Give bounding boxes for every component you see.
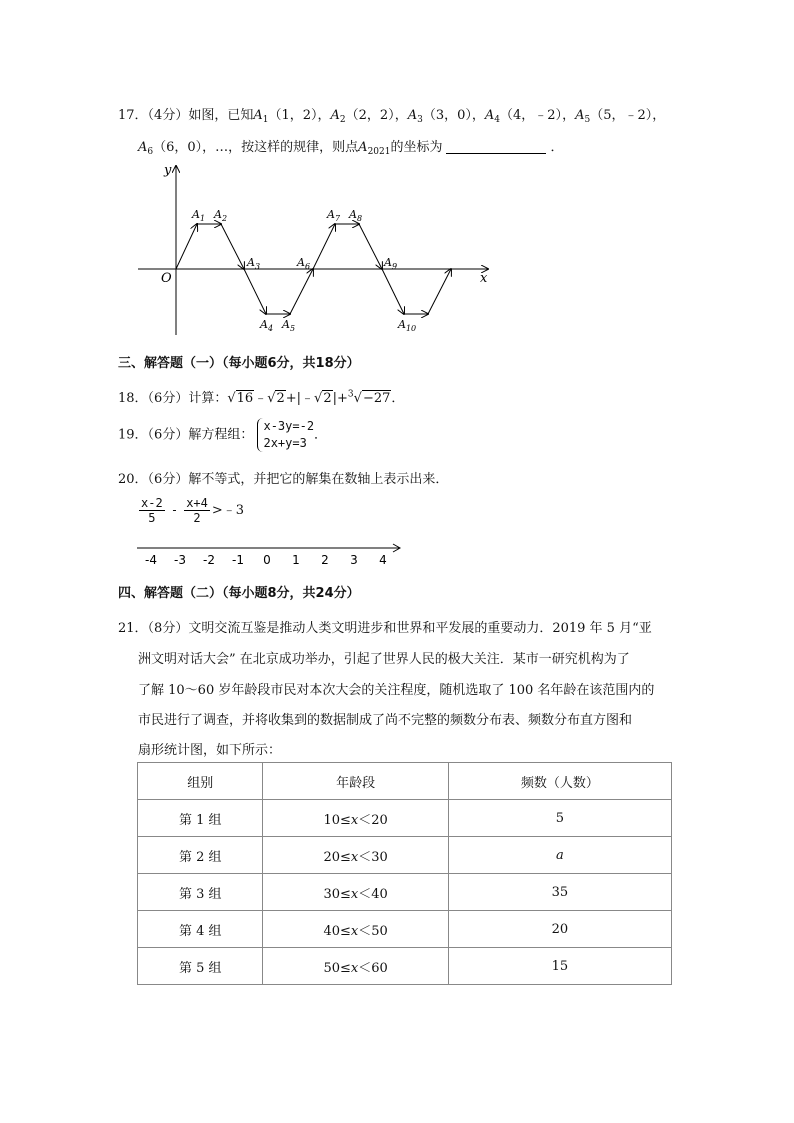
tick-label: -3 bbox=[174, 553, 186, 567]
text: A bbox=[575, 108, 585, 123]
text: （5，﹣2） bbox=[590, 108, 653, 123]
text: A bbox=[138, 140, 148, 155]
text: x+4 bbox=[186, 496, 208, 510]
tick-label: 2 bbox=[321, 553, 329, 567]
text: A bbox=[247, 256, 255, 269]
text: 2 bbox=[221, 214, 228, 223]
text: ＜50 bbox=[358, 923, 388, 939]
y-axis-label: y bbox=[164, 163, 172, 178]
text: 10 bbox=[405, 324, 417, 333]
tick-label: -2 bbox=[203, 553, 215, 567]
q19 bbox=[118, 418, 327, 452]
text: 20 bbox=[448, 911, 671, 948]
label-a6 bbox=[296, 256, 310, 271]
tick-label: 1 bbox=[292, 553, 300, 567]
text: ． bbox=[391, 391, 405, 406]
text: x-2 bbox=[141, 496, 163, 510]
x-axis-label: x bbox=[480, 271, 488, 286]
text: ﹣ bbox=[254, 391, 268, 406]
text: x-3y=-2 bbox=[263, 419, 315, 433]
text: 50≤ bbox=[323, 960, 351, 976]
table-header-row bbox=[138, 763, 672, 800]
tick-label: -4 bbox=[145, 553, 157, 567]
q17-line1: 17．（4分）如图，已知$A_1(1$，2），$A_2(2$，2），$A_3(3$，0），$A_4(4$，﹣2），$A_5(5$，﹣2）， bbox=[118, 108, 666, 125]
text: x bbox=[350, 960, 359, 976]
text: 4 bbox=[494, 115, 501, 125]
table-header: 组别 bbox=[138, 763, 263, 800]
text: ． bbox=[314, 427, 328, 443]
text: 40≤ bbox=[323, 923, 351, 939]
label-a1 bbox=[191, 208, 205, 223]
text: A bbox=[297, 256, 305, 269]
text: A bbox=[484, 108, 495, 123]
text: x bbox=[350, 886, 359, 902]
text: 17．（4分）如图，已知 bbox=[118, 108, 254, 123]
table-header: 年龄段 bbox=[263, 763, 448, 800]
text: ＜60 bbox=[358, 960, 388, 976]
text: （2，2） bbox=[345, 108, 395, 123]
q21-line: 洲文明对话大会” 在北京成功举办，引起了世界人民的极大关注．某市一研究机构为了 bbox=[138, 652, 630, 667]
text: （1，2） bbox=[268, 108, 318, 123]
tick-label: 4 bbox=[379, 553, 387, 567]
text: （4，﹣2） bbox=[500, 108, 563, 123]
table-row bbox=[138, 874, 672, 911]
text: （6，0），…，按这样的规律，则点 bbox=[153, 140, 359, 155]
label-a10 bbox=[397, 318, 416, 333]
text: 20≤ bbox=[323, 849, 351, 865]
frequency-table bbox=[137, 762, 672, 985]
text: A bbox=[407, 108, 418, 123]
table-row bbox=[138, 948, 672, 985]
text: x bbox=[350, 923, 359, 939]
text: 3 bbox=[347, 389, 354, 400]
text: 5 bbox=[448, 800, 671, 837]
text: 第 4 组 bbox=[138, 911, 263, 948]
text: 第 3 组 bbox=[138, 874, 263, 911]
table-header: 频数（人数） bbox=[448, 763, 671, 800]
table-row bbox=[138, 837, 672, 874]
text: A bbox=[327, 208, 335, 221]
text: 1 bbox=[262, 115, 269, 125]
text: 10≤ bbox=[323, 812, 351, 828]
tick-label: 0 bbox=[263, 553, 271, 567]
q20-text: 20．（6分）解不等式，并把它的解集在数轴上表示出来． bbox=[118, 472, 449, 487]
section-4-heading: 四、解答题（二）（每小题8分，共24分） bbox=[118, 586, 360, 601]
label-a5 bbox=[281, 318, 295, 333]
text: 2 bbox=[276, 391, 285, 406]
answer-blank[interactable] bbox=[446, 141, 546, 154]
text: - bbox=[170, 503, 179, 517]
text: A bbox=[260, 318, 268, 331]
text: A bbox=[192, 208, 200, 221]
q20-inequality bbox=[137, 496, 244, 525]
text: 19．（6分）解方程组： bbox=[118, 427, 254, 443]
text: 5 bbox=[289, 324, 296, 333]
equation-system bbox=[257, 418, 314, 452]
label-a4 bbox=[259, 318, 273, 333]
text: 16 bbox=[236, 391, 254, 406]
text: >﹣3 bbox=[211, 503, 245, 518]
text: A bbox=[398, 318, 406, 331]
text: ． bbox=[550, 140, 564, 155]
text: 35 bbox=[448, 874, 671, 911]
text: A bbox=[358, 140, 368, 155]
text: A bbox=[282, 318, 290, 331]
text: 5 bbox=[584, 115, 591, 125]
q21-line: 21．（8分）文明交流互鉴是推动人类文明进步和世界和平发展的重要动力．2019 年 5 月“亚 bbox=[118, 621, 652, 636]
text: 2 bbox=[323, 391, 332, 406]
text: A bbox=[253, 108, 263, 123]
table-row bbox=[138, 800, 672, 837]
text: A bbox=[330, 108, 340, 123]
text: −27 bbox=[362, 391, 391, 406]
text: a bbox=[448, 837, 671, 874]
text: A bbox=[349, 208, 357, 221]
text: 2x+y=3 bbox=[263, 436, 307, 450]
label-a3 bbox=[246, 256, 260, 271]
text: x bbox=[350, 849, 359, 865]
text: （3，0） bbox=[422, 108, 472, 123]
text: 3 bbox=[254, 262, 261, 271]
text: 的坐标为 bbox=[390, 140, 443, 155]
text: 2 bbox=[193, 511, 201, 525]
text: 7 bbox=[334, 214, 341, 223]
text: 第 1 组 bbox=[138, 800, 263, 837]
text: 9 bbox=[391, 262, 398, 271]
table-row bbox=[138, 911, 672, 948]
text: 第 2 组 bbox=[138, 837, 263, 874]
text: x bbox=[350, 812, 359, 828]
text: 2 bbox=[339, 115, 346, 125]
text: 第 5 组 bbox=[138, 948, 263, 985]
origin-label: O bbox=[161, 271, 172, 286]
text: 30≤ bbox=[323, 886, 351, 902]
text: |+ bbox=[332, 391, 348, 406]
text: 3 bbox=[417, 115, 423, 125]
tick-label: -1 bbox=[232, 553, 244, 567]
text: 2021 bbox=[367, 147, 391, 157]
text: ＜30 bbox=[358, 849, 388, 865]
text: 18．（6分）计算： bbox=[118, 391, 228, 406]
text: ＜20 bbox=[358, 812, 388, 828]
text: 1 bbox=[199, 214, 206, 223]
label-a7 bbox=[326, 208, 341, 223]
number-line bbox=[135, 538, 405, 568]
text: 15 bbox=[448, 948, 671, 985]
q21-line: 市民进行了调查，并将收集到的数据制成了尚不完整的频数分布表、频数分布直方图和 bbox=[138, 713, 633, 728]
zigzag-graph bbox=[130, 160, 500, 340]
text: 6 bbox=[147, 147, 154, 157]
text: 6 bbox=[304, 262, 311, 271]
q18: 18．（6分）计算：√16﹣√2+|﹣√2|+$^3$√−27． bbox=[118, 389, 405, 406]
text: A bbox=[214, 208, 222, 221]
q17-line2 bbox=[138, 136, 564, 157]
text: ＜40 bbox=[358, 886, 388, 902]
label-a9 bbox=[383, 256, 397, 271]
label-a2 bbox=[213, 208, 227, 223]
section-3-heading: 三、解答题（一）（每小题6分，共18分） bbox=[118, 356, 360, 371]
text: A bbox=[384, 256, 392, 269]
text: 4 bbox=[267, 324, 274, 333]
label-a8 bbox=[348, 208, 362, 223]
text: 8 bbox=[356, 214, 363, 223]
q21-line: 了解 10～60 岁年龄段市民对本次大会的关注程度，随机选取了 100 名年龄在该范围内的 bbox=[138, 683, 655, 698]
text: +|﹣ bbox=[285, 391, 315, 406]
q21-line: 扇形统计图，如下所示： bbox=[138, 743, 282, 758]
tick-label: 3 bbox=[350, 553, 358, 567]
text: 5 bbox=[148, 511, 156, 525]
